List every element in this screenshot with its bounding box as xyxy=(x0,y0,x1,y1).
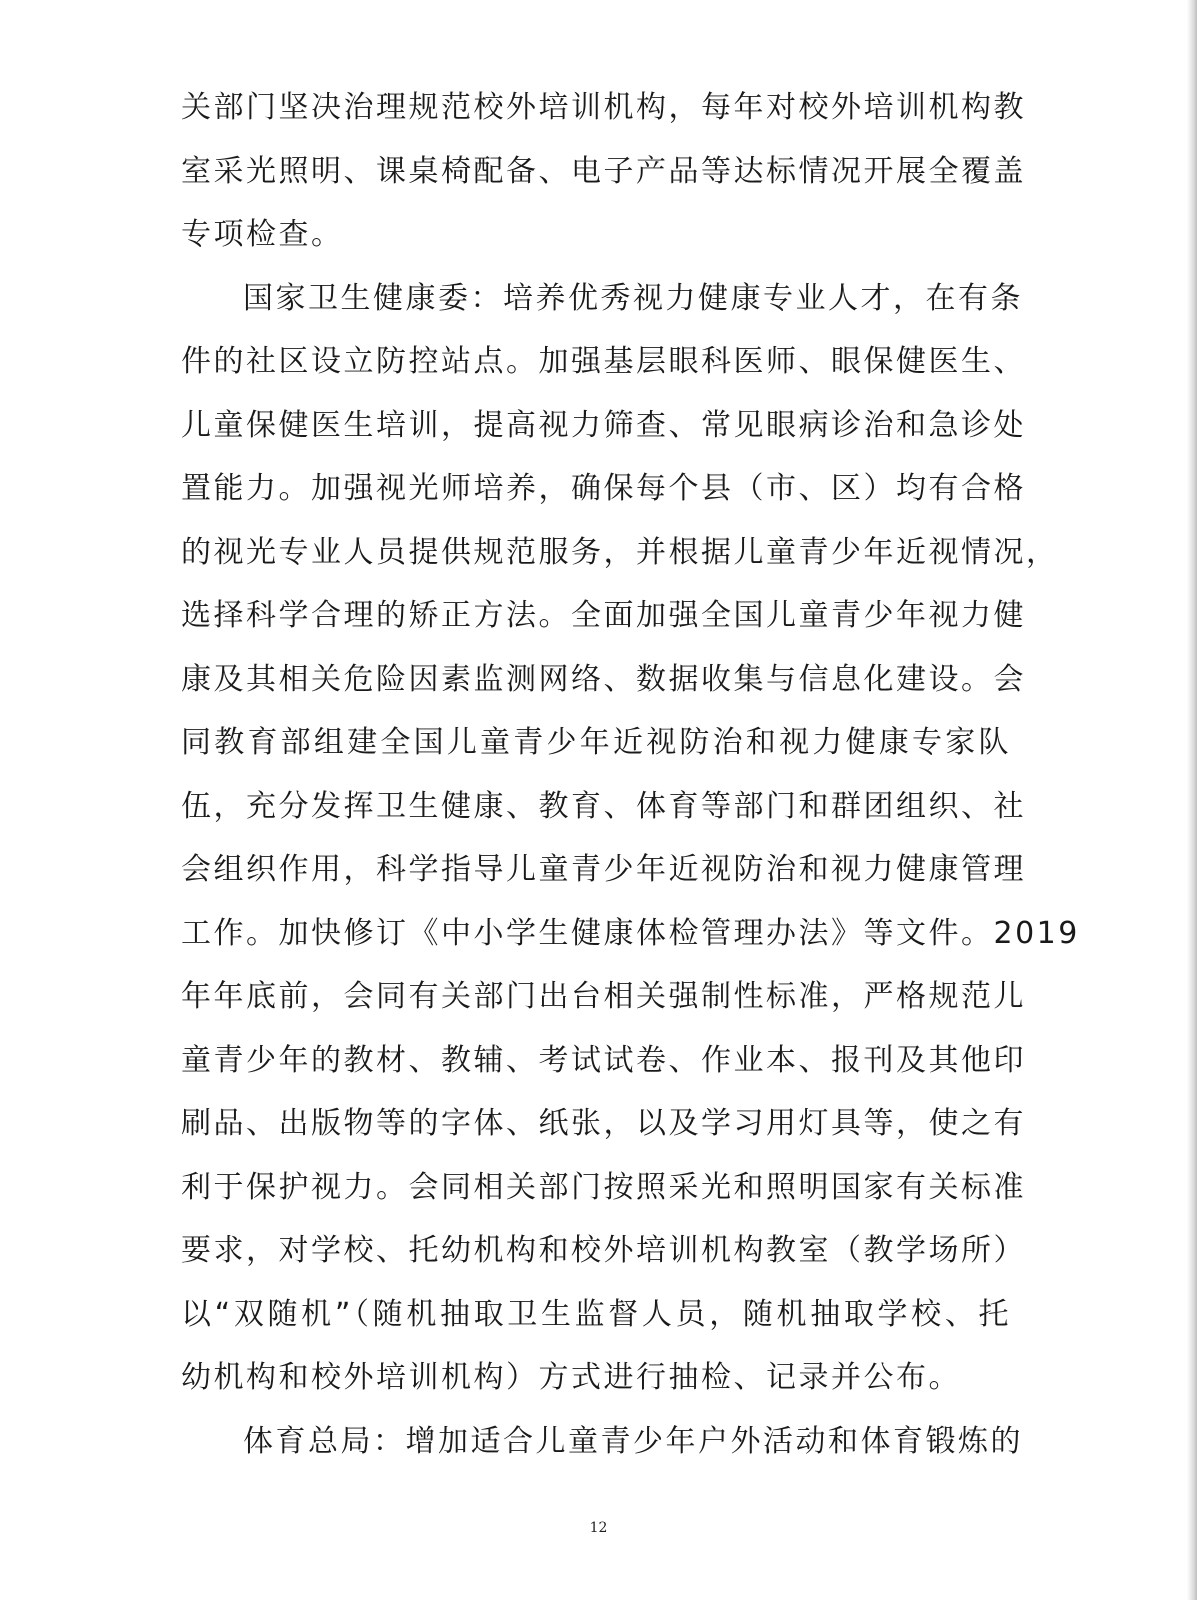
page-number: 12 xyxy=(589,1520,608,1536)
page-edge-shadow xyxy=(1187,0,1197,1600)
text-line: 康及其相关危险因素监测网络、数据收集与信息化建设。会 xyxy=(181,661,1026,697)
text-line: 年年底前，会同有关部门出台相关强制性标准，严格规范儿 xyxy=(181,979,1026,1014)
text-line: 关部门坚决治理规范校外培训机构，每年对校外培训机构教 xyxy=(181,90,1026,125)
text-line: 置能力。加强视光师培养，确保每个县（市、区）均有合格 xyxy=(181,471,1026,506)
text-line: 要求，对学校、托幼机构和校外培训机构教室（教学场所） xyxy=(181,1233,1026,1268)
text-line: 选择科学合理的矫正方法。全面加强全国儿童青少年视力健 xyxy=(181,598,1026,633)
text-line: 会组织作用，科学指导儿童青少年近视防治和视力健康管理 xyxy=(181,852,1026,887)
text-line: 刷品、出版物等的字体、纸张，以及学习用灯具等，使之有 xyxy=(181,1106,1026,1141)
paragraph-first-line: 国家卫生健康委：培养优秀视力健康专业人才，在有条 xyxy=(243,280,1023,316)
text-line: 伍，充分发挥卫生健康、教育、体育等部门和群团组织、社 xyxy=(181,788,1026,824)
text-line: 同教育部组建全国儿童青少年近视防治和视力健康专家队 xyxy=(181,725,1011,760)
document-body xyxy=(181,76,1080,1473)
text-line: 件的社区设立防控站点。加强基层眼科医师、眼保健医生、 xyxy=(181,344,1026,379)
text-line: 儿童保健医生培训，提高视力筛查、常见眼病诊治和急诊处 xyxy=(181,407,1026,443)
text-line: 的视光专业人员提供规范服务，并根据儿童青少年近视情况， xyxy=(181,534,1059,570)
text-line: 室采光照明、课桌椅配备、电子产品等达标情况开展全覆盖 xyxy=(181,153,1026,189)
text-line: 工作。加快修订《中小学生健康体检管理办法》等文件。2019 xyxy=(181,915,1080,951)
text-line: 利于保护视力。会同相关部门按照采光和照明国家有关标准 xyxy=(181,1169,1026,1205)
text-line: 幼机构和校外培训机构）方式进行抽检、记录并公布。 xyxy=(181,1360,961,1395)
text-line: 专项检查。 xyxy=(181,217,344,252)
paragraph-first-line: 体育总局：增加适合儿童青少年户外活动和体育锻炼的 xyxy=(243,1423,1023,1459)
text-line: 童青少年的教材、教辅、考试试卷、作业本、报刊及其他印 xyxy=(181,1042,1026,1078)
text-line: 以“双随机”（随机抽取卫生监督人员，随机抽取学校、托 xyxy=(181,1296,1011,1332)
